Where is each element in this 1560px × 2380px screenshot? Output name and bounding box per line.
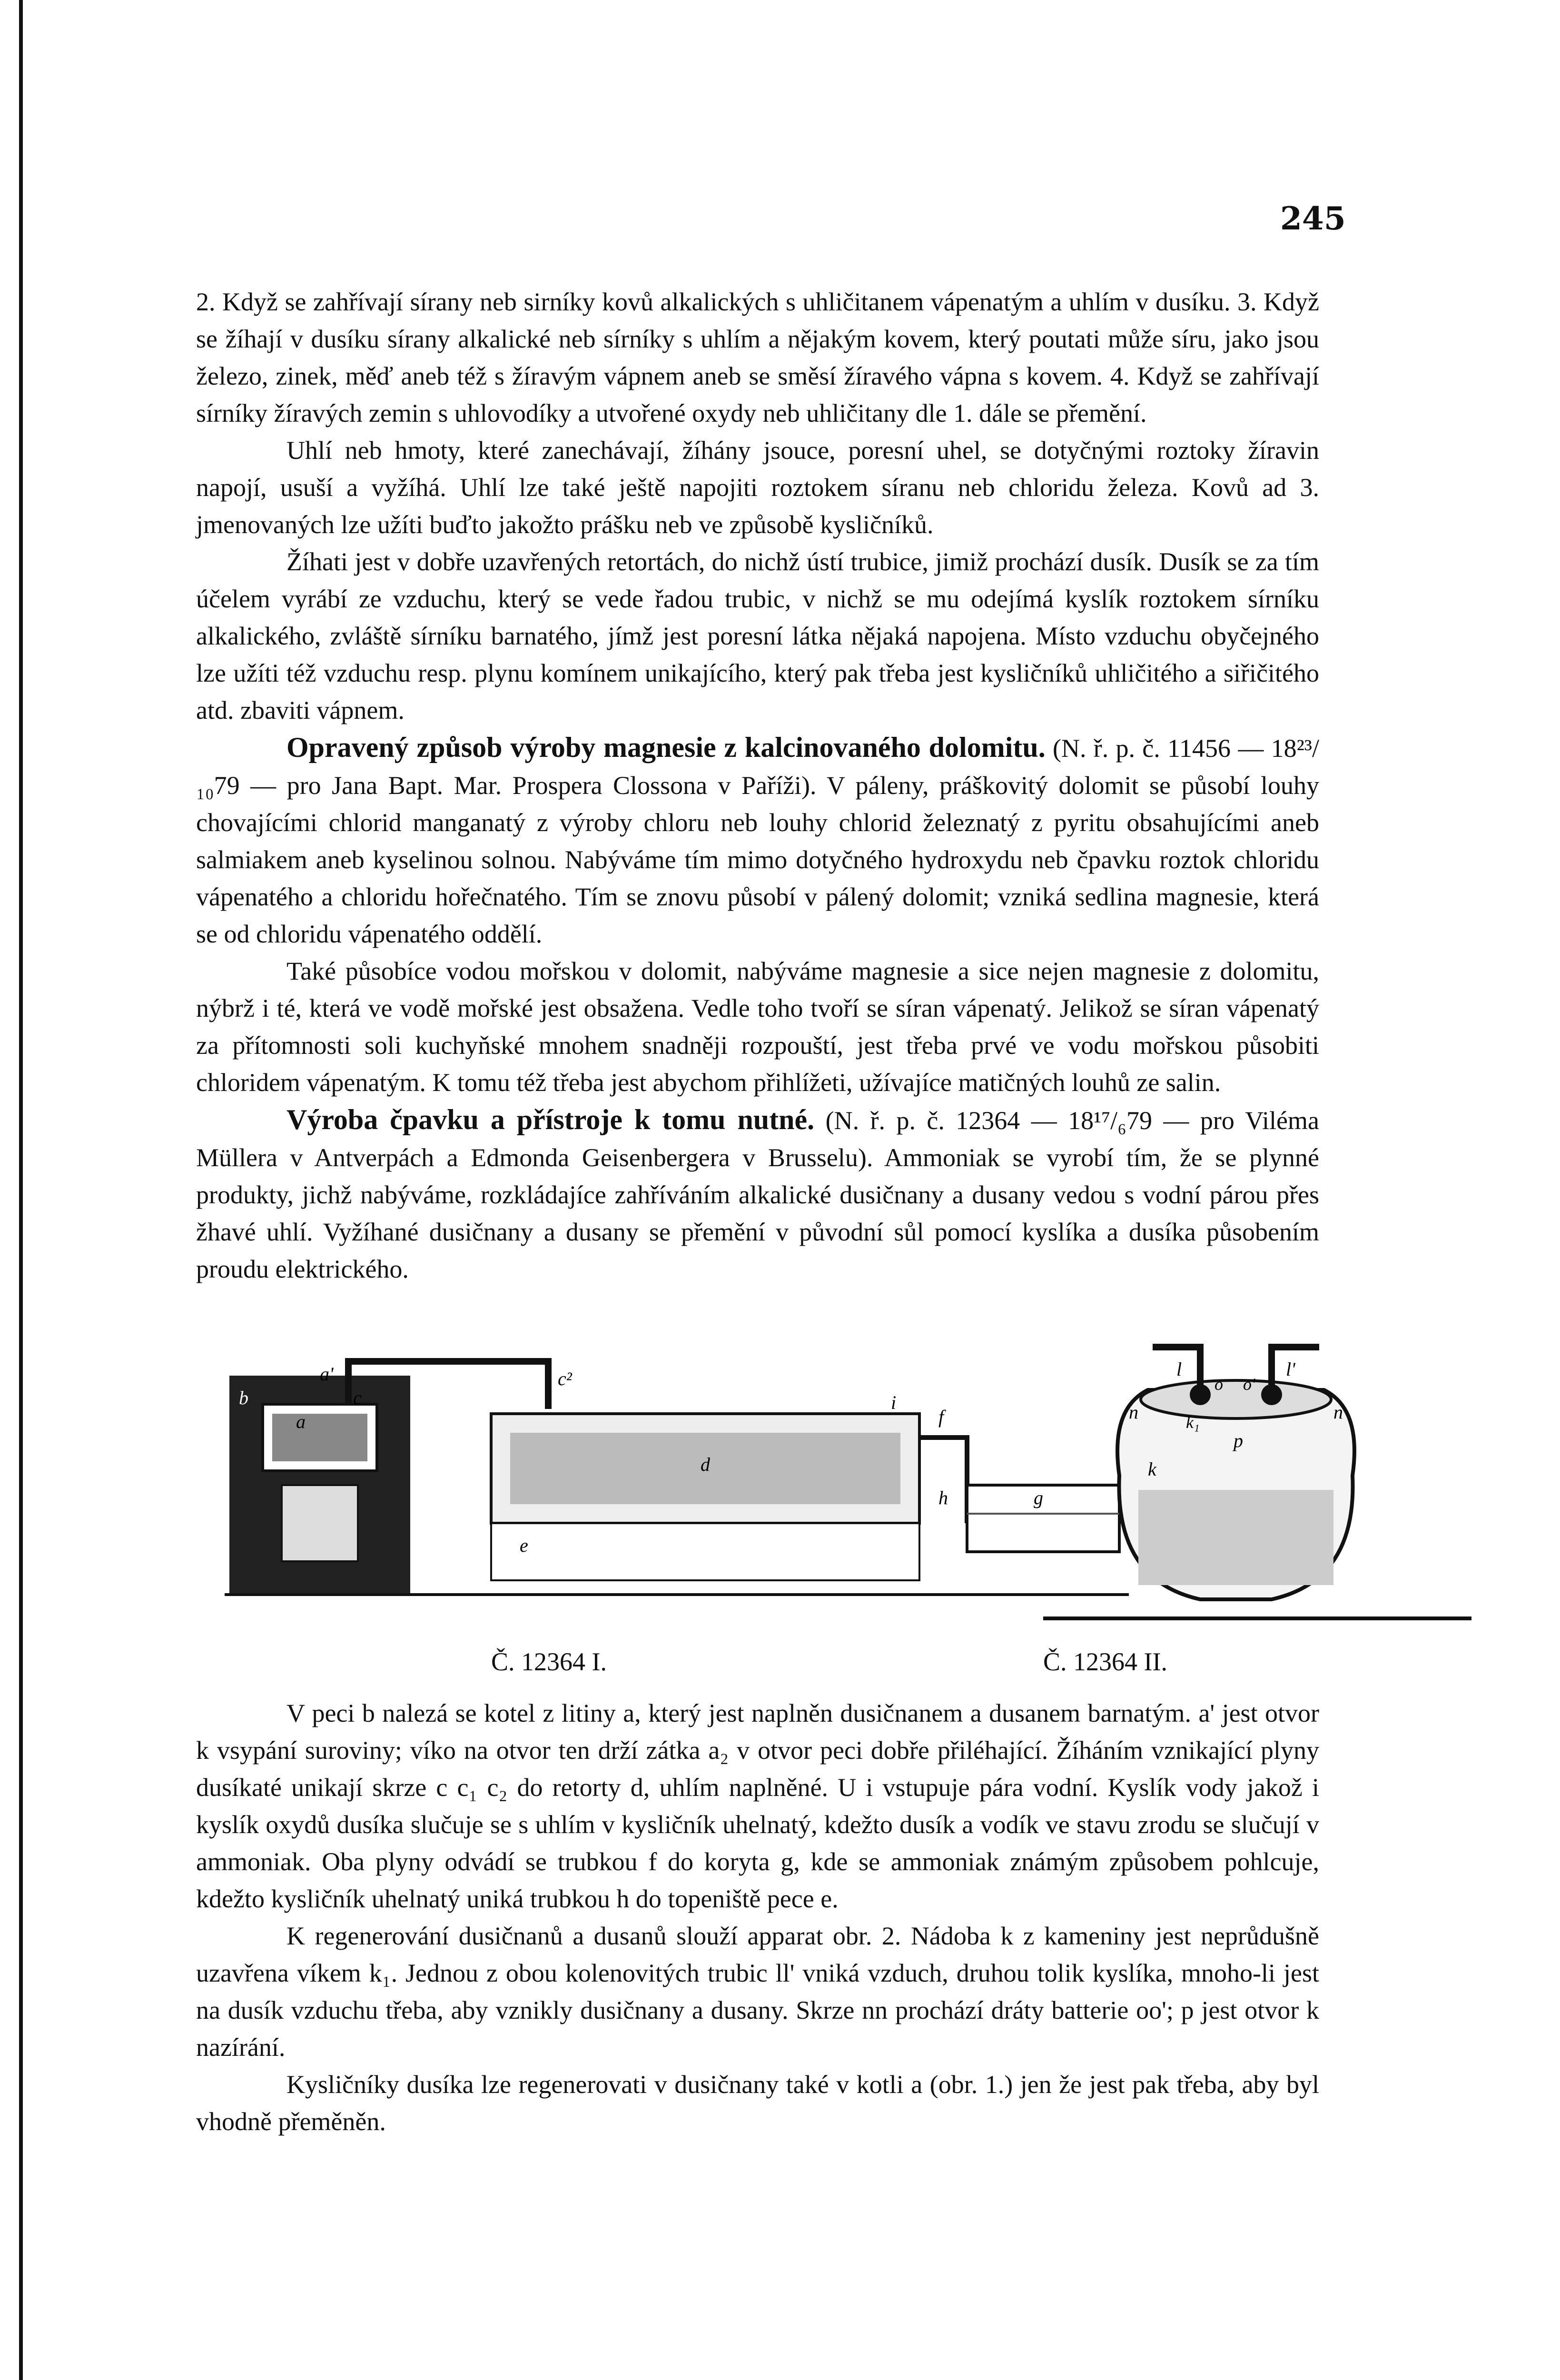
fig2-label-n-right: n <box>1333 1401 1343 1423</box>
fig1-label-a-prime: a' <box>320 1363 334 1385</box>
section-body: (N. ř. p. č. 12364 — 18¹⁷/₆79 — pro Viléma Müllera v Antverpách a Edmonda Geisenbergera v Brusselu). Ammoniak se vyrobí tím, že se plynné produkty, jichž nabýváme, rozkládajíce zahříváním alkalické dusičnany a dusany vedou s vodní párou přes žhavé uhlí. Vyžíhané dusičnany a dusany se přemění v původní sůl pomocí kyslíka a dusíka působením proudu elektrického. <box>196 1106 1319 1283</box>
figure-caption-1: Č. 12364 I. <box>491 1647 607 1676</box>
paragraph: 2. Když se zahřívají sírany neb sirníky kovů alkalických s uhličitanem vápenatým a uhlím v dusíku. 3. Když se žíhají v dusíku sírany alkalické neb sírníky s uhlím a nějakým kovem, který poutati může síru, jako jsou železo, zinek, měď aneb též s žíravým vápnem aneb se směsí žíravého vápna s kovem. 4. Když se zahřívají sírníky žíravých zemin s uhlovodíky a utvořené oxydy neb uhličitany dle 1. dále se přemění. <box>196 288 1319 427</box>
fig1-label-e: e <box>520 1535 528 1556</box>
fig2-label-l-prime: l' <box>1286 1359 1295 1380</box>
fig1-label-a: a <box>296 1411 306 1432</box>
fig1-label-f: f <box>938 1406 944 1428</box>
text-upper <box>196 283 1319 1288</box>
figure-apparatus-2 <box>1043 1333 1471 1628</box>
fig1-label-h: h <box>938 1487 948 1508</box>
binding-edge <box>19 0 23 2380</box>
text-lower <box>196 1695 1319 2140</box>
fig1-label-c: c <box>353 1387 362 1408</box>
section-body: (N. ř. p. č. 11456 — 18²³/₁₀79 — pro Jana Bapt. Mar. Prospera Clossona v Paříži). V páleny, práškovitý dolomit se působí louhy chovajícími chlorid manganatý z výroby chloru neb louhy chlorid železnatý z pyritu obsahujícími aneb salmiakem aneb kyselinou solnou. Nabýváme tím mimo dotyčného hydroxydu neb čpavku roztok chloridu vápenatého a chloridu hořečnatého. Tím se znovu působí v pálený dolomit; vzniká sedlina magnesie, která se od chloridu vápenatého oddělí. <box>196 734 1319 948</box>
paragraph: Žíhati jest v dobře uzavřených retortách, do nichž ústí trubice, jimiž prochází dusík. Dusík se za tím účelem vyrábí ze vzduchu, který se vede řadou trubic, v nichž se mu odejímá kyslík roztokem sírníku alkalického, zvláště sírníku barnatého, jímž jest poresní látka nějaká napojena. Místo vzduchu obyčejného lze užíti též vzduchu resp. plynu komínem unikajícího, který pak třeba jest kysličníků uhličitého a siřičitého atd. zbaviti vápnem. <box>196 547 1319 724</box>
paragraph: Také působíce vodou mořskou v dolomit, nabýváme magnesie a sice nejen magnesie z dolomitu, nýbrž i té, která ve vodě mořské jest obsažena. Vedle toho tvoří se síran vápenatý. Jelikož se síran vápenatý za přítomnosti soli kuchyňské mnohem snadněji rozpouští, jest třeba prvé ve vodu mořskou působiti chloridem vápenatým. K tomu též třeba jest abychom přihlížeti, užívajíce matičných louhů ze salin. <box>196 957 1319 1097</box>
fig1-label-c2: c² <box>558 1368 572 1389</box>
figure-caption-2: Č. 12364 II. <box>1043 1647 1167 1676</box>
section-cpavek <box>196 1101 1319 1288</box>
paragraph: Kysličníky dusíka lze regenerovati v dusičnany také v kotli a (obr. 1.) jen že jest pak třeba, aby byl vhodně přeměněn. <box>196 2070 1319 2136</box>
fig1-label-i: i <box>891 1392 897 1413</box>
section-magnesie <box>196 729 1319 952</box>
fig2-label-k: k <box>1148 1458 1156 1480</box>
fig2-label-k1: k₁ <box>1186 1413 1200 1432</box>
fig1-label-d: d <box>701 1454 710 1475</box>
section-title: Opravený způsob výroby magnesie z kalcinovaného dolomitu. <box>286 732 1046 763</box>
fig1-label-g: g <box>1034 1487 1043 1508</box>
fig2-label-o: o <box>1214 1375 1223 1394</box>
paragraph: Uhlí neb hmoty, které zanechávají, žíhány jsouce, poresní uhel, se dotyčnými roztoky žíravin napojí, usuší a vyžíhá. Uhlí lze také ještě napojiti roztokem síranu neb chloridu železa. Kovů ad 3. jmenovaných lze užíti buďto jakožto prášku neb ve způsobě kysličníků. <box>196 436 1319 539</box>
paragraph: K regenerování dusičnanů a dusanů slouží apparat obr. 2. Nádoba k z kameniny jest neprůdušně uzavřena víkem k₁. Jednou z obou kolenovitých trubic ll' vniká vzduch, druhou tolik kyslíka, mnoho-li jest na dusík vzduchu třeba, aby vznikly dusičnany a dusany. Skrze nn prochází dráty batterie oo'; p jest otvor k nazírání. <box>196 1922 1319 2062</box>
fig2-label-o-prime: o' <box>1243 1375 1255 1394</box>
fig2-label-p: p <box>1234 1430 1243 1451</box>
paragraph: V peci b nalezá se kotel z litiny a, který jest naplněn dusičnanem a dusanem barnatým. a' jest otvor k vsypání suroviny; víko na otvor ten drží zátka a₂ v otvor peci dobře přiléhající. Žíháním vznikající plyny dusíkaté unikají skrze c c₁ c₂ do retorty d, uhlím naplněné. U i vstupuje pára vodní. Kyslík vody jakož i kyslík oxydů dusíka slučuje se s uhlím v kysličník uhelnatý, kdežto dusík a vodík ve stavu zrodu se slučují v ammoniak. Oba plyny odvádí se trubkou f do koryta g, kde se ammoniak známým způsobem pohlcuje, kdežto kysličník uhelnatý uniká trubkou h do topeniště pece e. <box>196 1699 1319 1913</box>
figure-apparatus-1 <box>225 1352 1129 1618</box>
page-number: 245 <box>1280 200 1346 237</box>
fig2-label-l: l <box>1176 1359 1182 1380</box>
section-title: Výroba čpavku a přístroje k tomu nutné. <box>286 1104 815 1135</box>
fig1-label-b: b <box>239 1387 248 1408</box>
fig2-label-n-left: n <box>1129 1401 1138 1423</box>
figures <box>196 1333 1343 1676</box>
